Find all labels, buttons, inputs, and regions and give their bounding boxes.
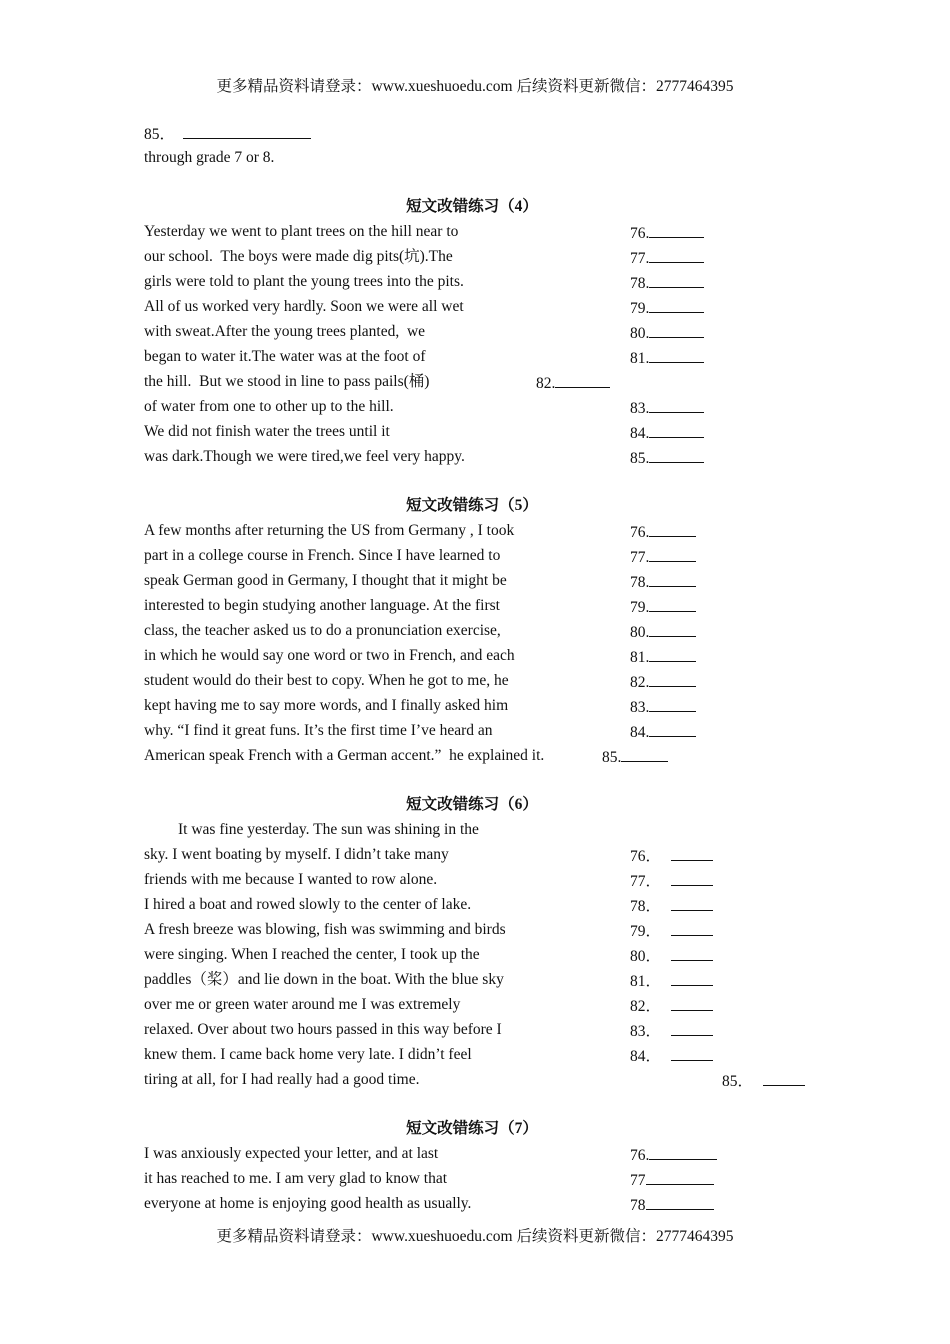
passage-line: I hired a boat and rowed slowly to the center of lake. — [144, 896, 472, 913]
answer-blank[interactable] — [646, 1169, 714, 1185]
answer-blank[interactable] — [649, 297, 704, 313]
passage-line: began to water it.The water was at the foot of — [144, 348, 426, 365]
answer-slot: 76． — [630, 845, 713, 867]
answer-blank[interactable] — [649, 1144, 717, 1160]
answer-slot: 79． — [630, 920, 713, 942]
intro-text: through grade 7 or 8. — [144, 149, 275, 166]
answer-blank[interactable] — [649, 222, 704, 238]
answer-slot: 80. — [630, 322, 704, 344]
answer-blank[interactable] — [649, 621, 696, 637]
passage-line: with sweat.After the young trees planted, we — [144, 323, 426, 340]
answer-blank[interactable] — [671, 870, 713, 886]
passage-line: kept having me to say more words, and I finally asked him — [144, 697, 509, 714]
answer-blank[interactable] — [649, 447, 704, 463]
answer-slot: 83． — [630, 1020, 713, 1042]
answer-slot: 79. — [630, 596, 696, 618]
answer-blank[interactable] — [649, 397, 704, 413]
passage-line: it has reached to me. I am very glad to know that — [144, 1170, 448, 1187]
passage-line: student would do their best to copy. When he got to me, he — [144, 672, 509, 689]
answer-blank[interactable] — [649, 272, 704, 288]
answer-blank[interactable] — [671, 920, 713, 936]
page-footer: 更多精品资料请登录：www.xueshuoedu.com 后续资料更新微信：2777464395 — [216, 1228, 734, 1245]
answer-slot: 78. — [630, 571, 696, 593]
answer-slot: 84． — [630, 1045, 713, 1067]
answer-slot: 77. — [630, 247, 704, 269]
answer-blank[interactable] — [671, 995, 713, 1011]
passage-line: speak German good in Germany, I thought that it might be — [144, 572, 507, 589]
answer-blank[interactable] — [555, 372, 610, 388]
answer-blank[interactable] — [649, 521, 696, 537]
answer-slot: 85. — [602, 746, 668, 768]
passage-line: class, the teacher asked us to do a pronunciation exercise, — [144, 622, 501, 639]
answer-slot: 84. — [630, 721, 696, 743]
answer-slot: 84. — [630, 422, 704, 444]
passage-line: sky. I went boating by myself. I didn’t take many — [144, 846, 449, 863]
answer-blank[interactable] — [671, 895, 713, 911]
passage-line: why. “I find it great funs. It’s the first time I’ve heard an — [144, 722, 493, 739]
passage-line: American speak French with a German accent.” he explained it. — [144, 747, 545, 764]
passage-line: was dark.Though we were tired,we feel very happy. — [144, 448, 465, 465]
answer-blank[interactable] — [183, 123, 311, 139]
answer-slot: 85. — [630, 447, 704, 469]
answer-blank[interactable] — [649, 422, 704, 438]
answer-slot: 78. — [630, 272, 704, 294]
answer-slot: 81． — [630, 970, 713, 992]
answer-blank[interactable] — [621, 746, 668, 762]
passage-line: A few months after returning the US from Germany , I took — [144, 522, 515, 539]
passage-line: paddles（桨）and lie down in the boat. With the blue sky — [144, 971, 504, 988]
answer-slot: 81. — [630, 646, 696, 668]
passage-line: over me or green water around me I was extremely — [144, 996, 461, 1013]
page-header: 更多精品资料请登录：www.xueshuoedu.com 后续资料更新微信：2777464395 — [216, 78, 734, 95]
passage-line: our school. The boys were made dig pits(坑).The — [144, 248, 453, 265]
passage-line: It was fine yesterday. The sun was shining in the — [178, 821, 479, 838]
answer-blank[interactable] — [649, 696, 696, 712]
answer-blank[interactable] — [671, 945, 713, 961]
passage-line: interested to begin studying another language. At the first — [144, 597, 500, 614]
answer-blank[interactable] — [649, 322, 704, 338]
answer-slot: 76. — [630, 222, 704, 244]
answer-slot: 81. — [630, 347, 704, 369]
answer-slot: 83. — [630, 696, 696, 718]
answer-slot: 77． — [630, 870, 713, 892]
answer-blank[interactable] — [649, 546, 696, 562]
passage-line: part in a college course in French. Since I have learned to — [144, 547, 501, 564]
passage-line: relaxed. Over about two hours passed in this way before I — [144, 1021, 502, 1038]
answer-slot: 77 — [630, 1169, 714, 1191]
passage-line: everyone at home is enjoying good health as usually. — [144, 1195, 472, 1212]
passage-line: the hill. But we stood in line to pass pails(桶) — [144, 373, 430, 390]
answer-slot: 79. — [630, 297, 704, 319]
section-title-5: 短文改错练习（5） — [406, 497, 538, 514]
passage-line: were singing. When I reached the center, I took up the — [144, 946, 480, 963]
passage-line: We did not finish water the trees until it — [144, 423, 390, 440]
section-title-7: 短文改错练习（7） — [406, 1120, 538, 1137]
answer-slot: 80． — [630, 945, 713, 967]
answer-slot: 77. — [630, 546, 696, 568]
intro-answer-line: 85． — [144, 123, 311, 145]
answer-slot: 82. — [630, 671, 696, 693]
answer-blank[interactable] — [649, 571, 696, 587]
passage-line: Yesterday we went to plant trees on the hill near to — [144, 223, 459, 240]
passage-line: A fresh breeze was blowing, fish was swimming and birds — [144, 921, 506, 938]
section-title-4: 短文改错练习（4） — [406, 198, 538, 215]
answer-slot: 80. — [630, 621, 696, 643]
answer-blank[interactable] — [671, 845, 713, 861]
answer-slot: 82． — [630, 995, 713, 1017]
answer-blank[interactable] — [649, 347, 704, 363]
answer-slot: 78 — [630, 1194, 714, 1216]
answer-blank[interactable] — [649, 247, 704, 263]
answer-blank[interactable] — [649, 596, 696, 612]
passage-line: in which he would say one word or two in French, and each — [144, 647, 515, 664]
passage-line: of water from one to other up to the hill. — [144, 398, 394, 415]
section-title-6: 短文改错练习（6） — [406, 796, 538, 813]
answer-blank[interactable] — [646, 1194, 714, 1210]
answer-blank[interactable] — [671, 1020, 713, 1036]
answer-blank[interactable] — [671, 970, 713, 986]
answer-blank[interactable] — [763, 1070, 805, 1086]
passage-line: knew them. I came back home very late. I didn’t feel — [144, 1046, 472, 1063]
answer-slot: 85． — [722, 1070, 805, 1092]
answer-blank[interactable] — [649, 721, 696, 737]
answer-blank[interactable] — [649, 671, 696, 687]
passage-line: girls were told to plant the young trees into the pits. — [144, 273, 464, 290]
answer-slot: 78． — [630, 895, 713, 917]
answer-slot: 76. — [630, 1144, 717, 1166]
passage-line: I was anxiously expected your letter, and at last — [144, 1145, 439, 1162]
answer-blank[interactable] — [671, 1045, 713, 1061]
passage-line: tiring at all, for I had really had a good time. — [144, 1071, 420, 1088]
answer-slot: 83. — [630, 397, 704, 419]
answer-slot: 82. — [536, 372, 610, 394]
answer-slot: 76. — [630, 521, 696, 543]
answer-blank[interactable] — [649, 646, 696, 662]
passage-line: friends with me because I wanted to row alone. — [144, 871, 438, 888]
passage-line: All of us worked very hardly. Soon we were all wet — [144, 298, 464, 315]
